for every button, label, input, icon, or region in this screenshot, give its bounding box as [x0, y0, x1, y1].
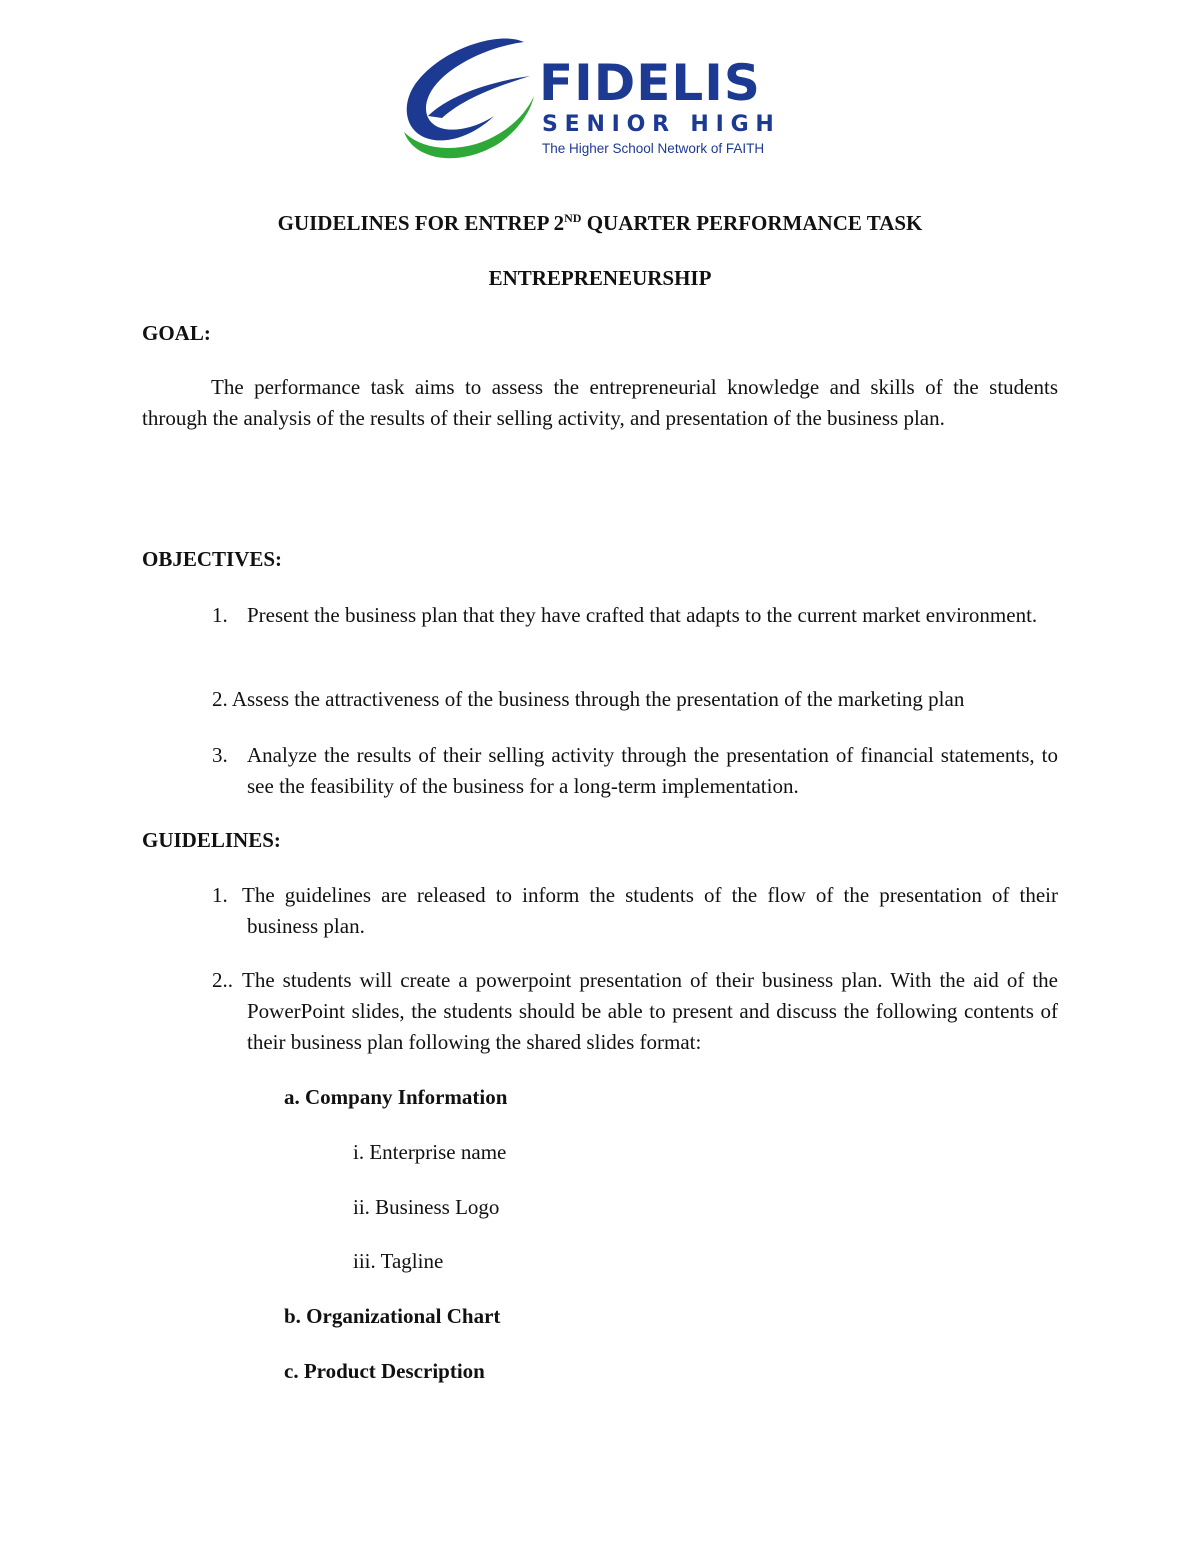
objective-text: Assess the attractiveness of the business through the presentation of the marketing plan: [231, 687, 965, 711]
logo-subtitle: SENIOR HIGH: [542, 112, 781, 137]
objectives-heading: OBJECTIVES:: [142, 547, 283, 571]
guideline-number: 1.: [212, 883, 228, 907]
objective-number: 3.: [212, 743, 228, 767]
goal-paragraph: The performance task aims to assess the entrepreneurial knowledge and skills of the students through the analysis of the results of their selling activity, and presentation of the business plan.: [142, 375, 1058, 430]
objective-item: [212, 600, 1058, 631]
logo-tagline: The Higher School Network of FAITH: [542, 141, 765, 156]
content-subitem: i. Enterprise name: [353, 1140, 507, 1164]
objective-number: 2.: [212, 687, 228, 711]
guideline-number: 2..: [212, 968, 233, 992]
guidelines-heading: GUIDELINES:: [142, 828, 281, 852]
school-logo: [398, 36, 802, 168]
guideline-text: The guidelines are released to inform the students of the flow of the presentation of their business plan.: [242, 883, 1058, 938]
content-subitem: iii. Tagline: [353, 1249, 444, 1273]
objective-text: Analyze the results of their selling activity through the presentation of financial statements, to see the feasibility of the business for a long-term implementation.: [247, 743, 1058, 798]
objective-item: [212, 740, 1058, 802]
goal-heading: GOAL:: [142, 321, 211, 345]
content-section-label: a. Company Information: [284, 1085, 508, 1109]
title-text-part2: QUARTER PERFORMANCE TASK: [581, 211, 923, 235]
guideline-item: [212, 965, 1058, 1058]
document-title: [140, 208, 1060, 239]
content-section-label: b. Organizational Chart: [284, 1304, 501, 1328]
content-subitem: ii. Business Logo: [353, 1195, 500, 1219]
title-superscript: ND: [564, 211, 582, 225]
logo-name: FIDELIS: [539, 54, 761, 112]
title-text-part1: GUIDELINES FOR ENTREP 2: [277, 211, 565, 235]
guideline-item: [212, 880, 1058, 942]
swoosh-emblem-icon: [398, 36, 538, 168]
content-section-label: c. Product Description: [284, 1359, 485, 1383]
objective-text: Present the business plan that they have crafted that adapts to the current market environment.: [247, 603, 1038, 627]
subject-title: ENTREPRENEURSHIP: [488, 266, 712, 290]
guideline-text: The students will create a powerpoint presentation of their business plan. With the aid of the PowerPoint slides, the students should be able to present and discuss the following contents of their business plan following the shared slides format:: [242, 968, 1058, 1054]
objective-item: [212, 684, 964, 715]
objective-number: 1.: [212, 603, 228, 627]
